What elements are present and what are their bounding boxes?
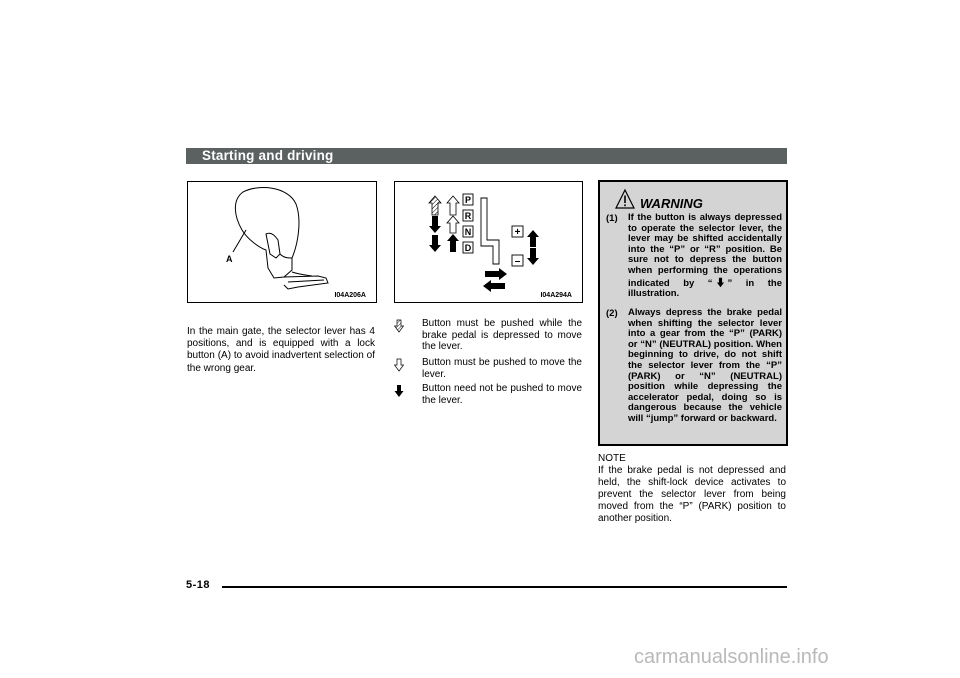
warning-item-text-part: ” in the illustration. <box>628 277 782 300</box>
solid-left-arrow-icon <box>483 280 505 292</box>
note-label: NOTE <box>598 453 626 464</box>
warning-title: WARNING <box>640 196 703 211</box>
lever-description-paragraph: In the main gate, the selector lever has 4 positions, and is equipped with a lock button (A) to avoid inadvertent selection of the wrong gear. <box>187 326 375 374</box>
warning-item-text: Always depress the brake pedal when shifting the selector lever into a gear from the “P” (PARK) or “N” (NEUTRAL) position. When beginning to drive, do not shift the selector lever from the “P” (PARK) or “N” (NEUTRAL) position while depressing the accelerator pedal, doing so is dangerous because the vehicle will “jump” forward or backward. <box>628 307 782 424</box>
gate-path-outline <box>481 198 499 264</box>
warning-box <box>598 180 788 446</box>
outline-up-arrow-icon <box>447 196 459 215</box>
plus-symbol: + <box>514 227 521 238</box>
section-title: Starting and driving <box>202 148 334 163</box>
callout-leader-line <box>233 230 246 252</box>
page-number: 5-18 <box>186 579 211 591</box>
outline-arrow-icon <box>394 358 404 372</box>
warning-item-text <box>628 213 782 300</box>
warning-item-number: (2) <box>606 308 618 319</box>
gate-label-r: R <box>464 211 472 221</box>
solid-arrow-icon <box>394 384 404 398</box>
warning-header <box>600 188 786 212</box>
gate-label-d: D <box>464 243 472 253</box>
warning-item-number: (1) <box>606 213 618 224</box>
hatched-arrow-icon <box>394 319 404 333</box>
callout-label-a: A <box>226 254 233 264</box>
figure-code: I04A206A <box>334 292 366 299</box>
solid-down-arrow-icon <box>527 248 539 265</box>
legend-text: Button need not be pushed to move the lever. <box>422 383 582 406</box>
note-text: If the brake pedal is not depressed and held, the shift-lock device activates to prevent the selector lever from being moved from the “P” (PARK) position to another position. <box>598 465 786 524</box>
solid-down-arrow-icon <box>429 216 441 233</box>
figure-shift-gate <box>394 181 583 303</box>
gate-label-p: P <box>464 195 472 205</box>
hatched-up-arrow-icon <box>429 196 441 215</box>
footer-rule <box>222 586 787 588</box>
shift-gate-diagram <box>395 182 582 302</box>
outline-up-arrow-icon <box>447 216 459 233</box>
watermark-text: carmanualsonline.info <box>634 646 829 668</box>
gate-label-n: N <box>464 227 472 237</box>
section-header-bar <box>186 148 787 164</box>
warning-item-text-part: If the button is always depressed to operate the selector lever, the lever may be shifted accidentally into the “P” or “R” position. Be sure not to depress the button when performing the operations indicated by “ <box>628 212 782 289</box>
solid-up-arrow-icon <box>447 234 459 252</box>
solid-down-arrow-icon <box>429 235 441 252</box>
legend-text: Button must be pushed to move the lever. <box>422 357 582 380</box>
warning-triangle-icon <box>614 188 636 210</box>
minus-symbol: – <box>514 256 521 267</box>
solid-arrow-icon <box>716 277 725 288</box>
lever-knob-illustration <box>188 182 376 302</box>
solid-up-arrow-icon <box>527 230 539 247</box>
figure-code: I04A294A <box>540 292 572 299</box>
figure-selector-lever <box>187 181 377 303</box>
legend-text: Button must be pushed while the brake pedal is depressed to move the lever. <box>422 318 582 352</box>
solid-right-arrow-icon <box>485 268 507 280</box>
